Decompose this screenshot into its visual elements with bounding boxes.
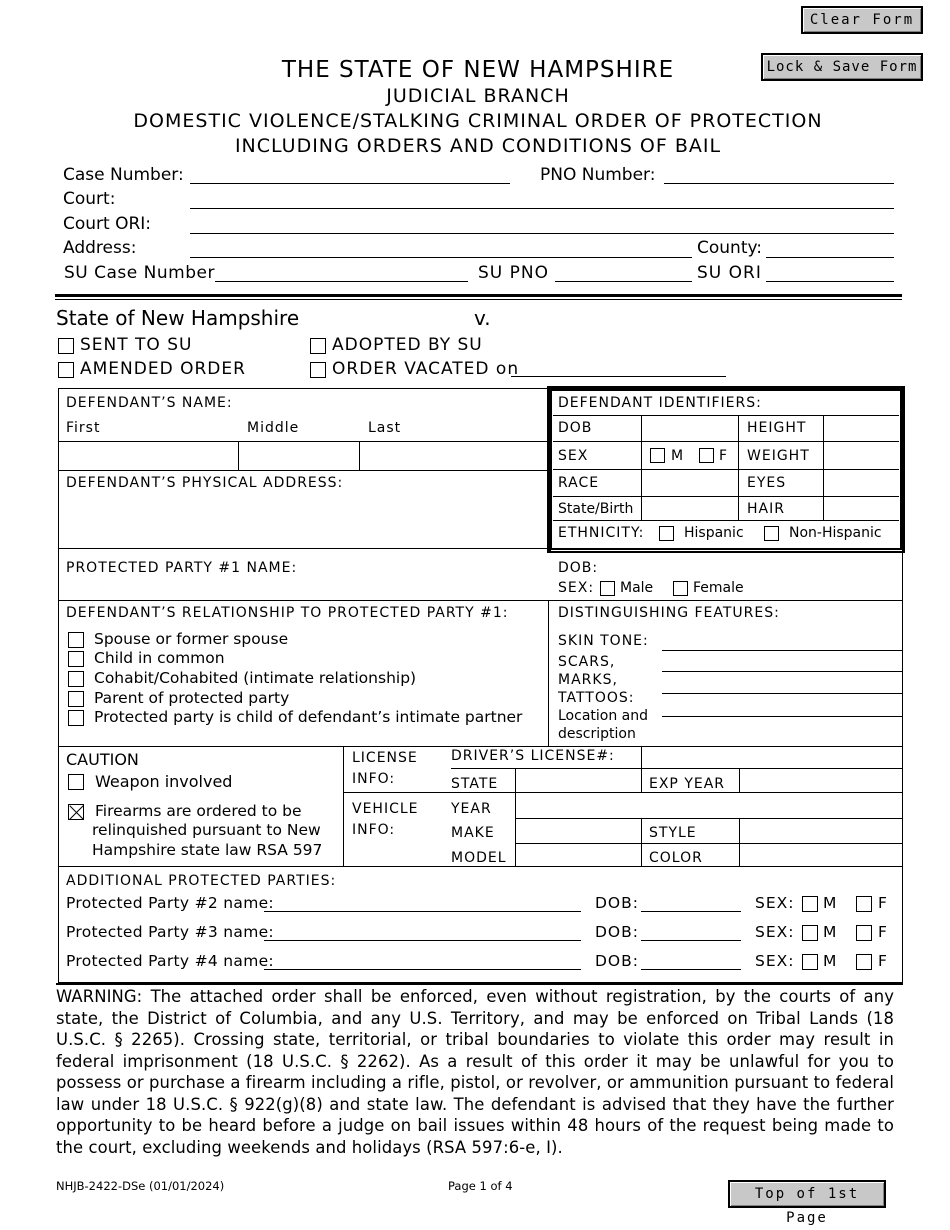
scars-field[interactable] [662,671,902,672]
weight-field[interactable] [825,443,898,468]
court-field[interactable] [190,208,894,209]
form-title-line-2: INCLUDING ORDERS AND CONDITIONS OF BAIL [234,135,722,157]
license-state-field[interactable] [517,770,639,791]
row-divider [553,415,899,416]
party-2-female-checkbox[interactable] [856,896,872,912]
row-divider [553,469,899,470]
pno-number-label: PNO Number: [540,165,656,185]
su-pno-label: SU PNO [478,263,549,283]
hair-label: HAIR [747,501,785,517]
description-label: description [558,726,636,742]
col-divider [359,441,360,470]
vehicle-model-label: MODEL [451,850,507,866]
vehicle-color-label: COLOR [649,850,703,866]
party-3-name-field[interactable] [264,940,581,941]
county-field[interactable] [766,257,894,258]
exp-year-label: EXP YEAR [649,776,726,792]
eyes-field[interactable] [825,471,898,495]
page-number: Page 1 of 4 [448,1179,513,1193]
vehicle-style-label: STYLE [649,825,697,841]
vehicle-info-label-1: VEHICLE [352,801,419,817]
firearms-line-1: Firearms are ordered to be [95,802,302,820]
party-2-male-label: M [823,894,837,912]
party-2-name-field[interactable] [264,911,581,912]
state-birth-label: State/Birth [558,501,634,517]
col-divider [238,441,239,470]
clear-form-button[interactable]: Clear Form [801,6,923,34]
separator-thick [55,294,902,297]
relationship-child-label: Child in common [94,649,225,667]
eyes-label: EYES [747,475,787,491]
protected-party-1-label: PROTECTED PARTY #1 NAME: [66,560,298,576]
firearms-relinquished-checkbox[interactable] [68,804,84,820]
order-vacated-checkbox[interactable] [310,362,326,378]
col-divider [739,768,740,792]
relationship-spouse-checkbox[interactable] [68,632,84,648]
pno-number-field[interactable] [664,183,894,184]
party-4-name-field[interactable] [264,969,581,970]
height-label: HEIGHT [747,420,807,436]
court-label: Court: [63,189,116,209]
col-divider [641,818,642,866]
relationship-parent-label: Parent of protected party [94,689,290,707]
weapon-involved-checkbox[interactable] [68,774,84,790]
col-divider [343,746,344,866]
sex-female-checkbox[interactable] [699,448,714,463]
branch-title: JUDICIAL BRANCH [386,85,570,107]
state-title: THE STATE OF NEW HAMPSHIRE [281,57,675,83]
relationship-partner-child-label: Protected party is child of defendant’s intimate partner [94,708,523,726]
sex-female-label: F [719,448,729,464]
col-divider [641,746,642,768]
party-4-name-label: Protected Party #4 name: [66,952,274,970]
first-name-label: First [66,420,101,436]
su-case-number-field[interactable] [215,281,468,282]
middle-name-field[interactable] [240,442,358,469]
party-4-female-checkbox[interactable] [856,954,872,970]
protected-dob-field[interactable] [600,556,890,576]
sex-male-label: M [671,448,685,464]
party-4-male-checkbox[interactable] [802,954,818,970]
marks-label: MARKS, [558,672,618,688]
relationship-parent-checkbox[interactable] [68,691,84,707]
party-3-name-label: Protected Party #3 name: [66,923,274,941]
height-field[interactable] [825,417,898,440]
party-3-dob-field[interactable] [641,940,741,941]
party-2-dob-label: DOB: [595,894,639,912]
lock-save-form-button[interactable]: Lock & Save Form [761,53,923,81]
dob-label: DOB [558,420,593,436]
top-of-first-page-button[interactable]: Top of 1st Page [728,1180,886,1208]
row-divider [58,600,903,601]
col-divider [548,600,549,746]
firearms-line-2: relinquished pursuant to New [92,821,321,839]
party-3-female-checkbox[interactable] [856,925,872,941]
row-divider [515,843,903,844]
vehicle-info-label-2: INFO: [352,822,396,838]
party-4-sex-label: SEX: [755,952,795,970]
case-number-label: Case Number: [63,165,184,185]
non-hispanic-label: Non-Hispanic [789,525,882,541]
license-state-label: STATE [451,776,499,792]
defendant-address-label: DEFENDANT’S PHYSICAL ADDRESS: [66,475,344,491]
first-name-field[interactable] [59,442,237,469]
skin-tone-field[interactable] [662,650,902,651]
separator-thin [55,299,902,300]
party-3-female-label: F [878,923,887,941]
hispanic-label: Hispanic [684,525,744,541]
vehicle-year-field[interactable] [517,794,901,816]
dob-field[interactable] [643,417,737,440]
su-ori-field[interactable] [766,281,894,282]
party-4-male-label: M [823,952,837,970]
su-ori-label: SU ORI [697,263,762,283]
su-case-number-label: SU Case Number [64,263,215,283]
form-id: NHJB-2422-DSe (01/01/2024) [56,1179,225,1193]
party-2-name-label: Protected Party #2 name: [66,894,274,912]
defendant-name-label: DEFENDANT’S NAME: [66,395,233,411]
vehicle-make-field[interactable] [517,820,639,842]
bottom-rule [56,983,903,985]
adopted-by-su-checkbox[interactable] [310,338,326,354]
race-field[interactable] [643,471,737,495]
last-name-label: Last [368,420,402,436]
defendant-address-field[interactable] [60,494,545,546]
relationship-title: DEFENDANT’S RELATIONSHIP TO PROTECTED PARTY #1: [66,605,509,621]
protected-female-label: Female [693,580,744,596]
address-field[interactable] [190,257,692,258]
row-divider [58,470,548,471]
vehicle-make-label: MAKE [451,825,495,841]
vehicle-style-field[interactable] [741,820,901,842]
party-3-male-label: M [823,923,837,941]
party-4-female-label: F [878,952,887,970]
court-ori-field[interactable] [190,233,894,234]
warning-paragraph: WARNING: The attached order shall be enforced, even without registration, by the courts of any state, the District of Columbia, and any U.S. Territory, and may be enforced on Tribal Lands (18 U.S.C. § 2265). Crossing state, territorial, or tribal boundaries to violate this order may result in federal imprisonment (18 U.S.C. § 2262). As a result of this order it may be unlawful for you to possess or purchase a firearm including a rifle, pistol, or revolver, or ammunition pursuant to federal law under 18 U.S.C. § 922(g)(8) and state law. The defendant is advised that they have the further opportunity to be heard before a judge on bail issues within 48 hours of the request being made to the court, excluding weekends and holidays (RSA 597:6-e, I). [56,987,894,1157]
col-divider [739,818,740,866]
protected-party-1-field[interactable] [300,556,540,576]
relationship-spouse-label: Spouse or former spouse [94,630,289,648]
ethnicity-label: ETHNICITY: [558,525,645,541]
relationship-child-checkbox[interactable] [68,651,84,667]
additional-parties-title: ADDITIONAL PROTECTED PARTIES: [66,873,337,889]
address-label: Address: [63,238,137,258]
relationship-cohabit-label: Cohabit/Cohabited (intimate relationship) [94,669,417,687]
party-2-dob-field[interactable] [641,911,741,912]
case-number-field[interactable] [190,183,510,184]
identifiers-title: DEFENDANT IDENTIFIERS: [558,395,762,411]
features-title: DISTINGUISHING FEATURES: [558,605,780,621]
row-divider [553,496,899,497]
col-divider [823,415,824,520]
last-name-field[interactable] [361,442,546,469]
party-3-dob-label: DOB: [595,923,639,941]
weight-label: WEIGHT [747,448,810,464]
vehicle-year-label: YEAR [451,801,492,817]
row-divider [58,866,903,867]
col-divider [641,768,642,792]
sent-to-su-label: SENT TO SU [80,335,193,355]
court-ori-label: Court ORI: [63,214,152,234]
protected-female-checkbox[interactable] [673,581,688,596]
drivers-license-label: DRIVER’S LICENSE#: [451,748,615,764]
license-info-label-2: INFO: [352,771,396,787]
party-2-female-label: F [878,894,887,912]
non-hispanic-checkbox[interactable] [764,526,779,541]
row-divider [58,548,548,549]
sex-label: SEX [558,448,589,464]
col-divider [548,388,551,551]
protected-sex-label: SEX: [558,580,595,596]
county-label: County: [697,238,763,258]
protected-dob-label: DOB: [558,560,599,576]
su-pno-field[interactable] [555,281,692,282]
col-divider [515,768,516,792]
party-4-dob-label: DOB: [595,952,639,970]
row-divider [58,746,903,747]
caution-title: CAUTION [66,750,139,769]
scars-label: SCARS, [558,654,616,670]
drivers-license-field[interactable] [643,748,901,768]
party-3-sex-label: SEX: [755,923,795,941]
col-divider [515,792,516,866]
party-2-male-checkbox[interactable] [802,896,818,912]
col-divider [641,415,642,520]
adopted-by-su-label: ADOPTED BY SU [332,335,483,355]
firearms-line-3: Hampshire state law RSA 597 [92,841,323,859]
party-2-sex-label: SEX: [755,894,795,912]
vehicle-color-field[interactable] [741,845,901,865]
caption-versus: v. [474,306,491,330]
amended-order-checkbox[interactable] [58,362,74,378]
weapon-involved-label: Weapon involved [95,772,233,791]
license-info-label-1: LICENSE [352,750,418,766]
relationship-partner-child-checkbox[interactable] [68,710,84,726]
party-3-male-checkbox[interactable] [802,925,818,941]
row-divider [515,818,903,819]
state-birth-field[interactable] [643,498,737,519]
order-vacated-date-field[interactable] [511,376,726,377]
sent-to-su-checkbox[interactable] [58,338,74,354]
marks-field[interactable] [662,693,902,694]
hispanic-checkbox[interactable] [659,526,674,541]
race-label: RACE [558,475,600,491]
relationship-cohabit-checkbox[interactable] [68,671,84,687]
hair-field[interactable] [825,498,898,519]
protected-male-label: Male [620,580,654,596]
vehicle-model-field[interactable] [517,845,639,865]
party-4-dob-field[interactable] [641,969,741,970]
middle-name-label: Middle [247,420,300,436]
amended-order-label: AMENDED ORDER [80,359,246,379]
form-title-line-1: DOMESTIC VIOLENCE/STALKING CRIMINAL ORDER OF PROTECTION [133,110,823,132]
caption-state: State of New Hampshire [56,306,300,330]
exp-year-field[interactable] [741,770,901,791]
col-divider [738,415,739,520]
sex-male-checkbox[interactable] [650,448,665,463]
skin-tone-label: SKIN TONE: [558,633,649,649]
row-divider [553,441,899,442]
protected-male-checkbox[interactable] [600,581,615,596]
row-divider [451,768,903,769]
row-divider [343,792,903,793]
row-divider [553,520,899,521]
tattoos-label: TATTOOS: [558,690,635,706]
location-field[interactable] [662,716,902,717]
location-label: Location and [558,708,649,724]
order-vacated-label: ORDER VACATED on [332,359,520,379]
